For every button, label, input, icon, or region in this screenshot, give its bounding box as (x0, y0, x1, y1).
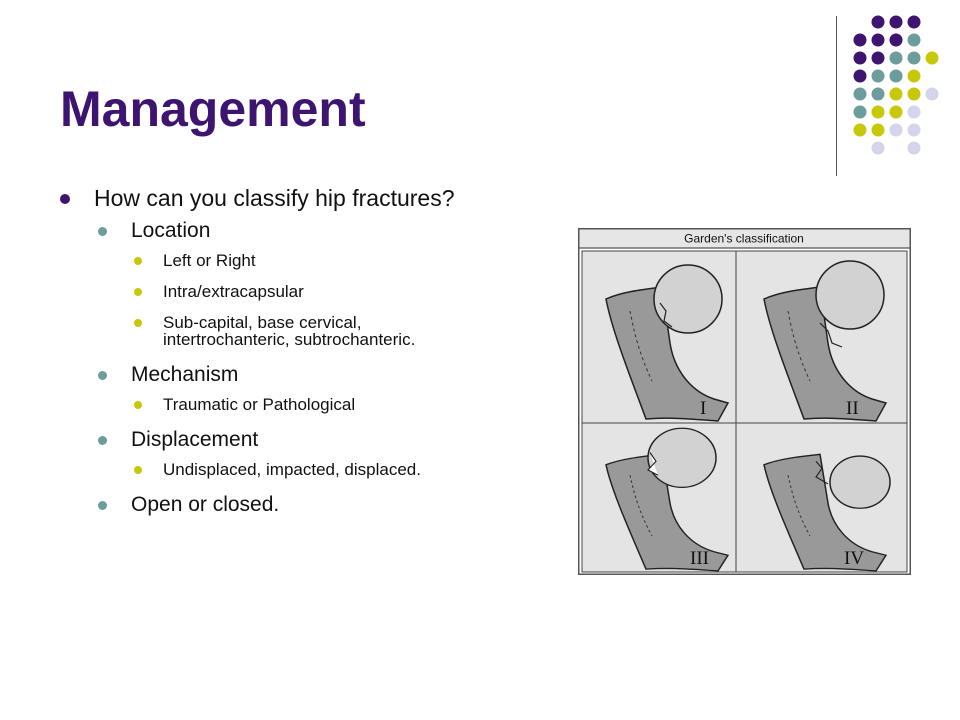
decorative-dot (872, 70, 885, 83)
decorative-dot (890, 34, 903, 47)
decorative-dot (908, 142, 921, 155)
sub-bullet (60, 314, 500, 348)
bullet-dot (98, 227, 107, 236)
decorative-dot (872, 106, 885, 119)
panel-label-4: IV (844, 548, 865, 569)
decorative-dot (854, 34, 867, 47)
sub-bullet (60, 252, 500, 269)
decorative-dot (872, 142, 885, 155)
decorative-dot (854, 124, 867, 137)
bullet-text: Left or Right (163, 251, 256, 270)
bullet-list (60, 184, 500, 526)
panel-label-3: III (690, 548, 709, 569)
bullet-text: Mechanism (131, 363, 239, 386)
bullet-dot (134, 257, 142, 265)
decorative-dot (872, 34, 885, 47)
bullet-text: Intra/extracapsular (163, 282, 304, 301)
bullet-open-closed (60, 492, 500, 518)
bullet-mechanism (60, 362, 500, 388)
decorative-dot (890, 106, 903, 119)
bullet-dot (134, 401, 142, 409)
slide-title: Management (60, 81, 366, 137)
sub-bullet (60, 396, 500, 413)
decorative-dot (908, 88, 921, 101)
bullet-dot (134, 319, 142, 327)
figure-header: Garden's classification (684, 231, 804, 246)
decorative-dot (926, 88, 939, 101)
sub-bullet (60, 283, 500, 300)
bullet-question (60, 184, 500, 212)
panel-label-1: I (700, 398, 707, 419)
sub-bullet (60, 461, 500, 478)
bullet-dot (98, 501, 107, 510)
decorative-dot (926, 52, 939, 65)
panel-label-2: II (846, 398, 859, 419)
bullet-text: Location (131, 219, 211, 242)
decorative-divider (836, 16, 837, 176)
bullet-text: Displacement (131, 428, 259, 451)
decorative-dot (908, 52, 921, 65)
garden-classification-figure (578, 228, 911, 575)
bullet-dot (98, 436, 107, 445)
decorative-dot (854, 52, 867, 65)
decorative-dot (908, 70, 921, 83)
decorative-dot (908, 16, 921, 29)
decorative-dot (890, 70, 903, 83)
decorative-dot (908, 124, 921, 137)
bullet-text: Sub-capital, base cervical, intertrochanteric, subtrochanteric. (163, 313, 416, 349)
bullet-text: How can you classify hip fractures? (94, 185, 455, 211)
decorative-dot (908, 106, 921, 119)
bullet-location (60, 218, 500, 244)
bullet-dot (60, 194, 70, 204)
decorative-dot (908, 34, 921, 47)
bullet-displacement (60, 427, 500, 453)
decorative-dot (872, 88, 885, 101)
decorative-dot (872, 52, 885, 65)
bullet-text: Open or closed. (131, 493, 280, 516)
decorative-dot (890, 124, 903, 137)
bullet-dot (98, 371, 107, 380)
decorative-dot (890, 52, 903, 65)
decorative-dot (854, 88, 867, 101)
bullet-dot (134, 466, 142, 474)
bullet-text: Undisplaced, impacted, displaced. (163, 460, 421, 479)
decorative-dot (872, 124, 885, 137)
decorative-dot (890, 88, 903, 101)
decorative-dot (872, 16, 885, 29)
decorative-dot (854, 106, 867, 119)
decorative-dot (854, 70, 867, 83)
bullet-dot (134, 288, 142, 296)
bullet-text: Traumatic or Pathological (163, 395, 356, 414)
decorative-dot (890, 16, 903, 29)
